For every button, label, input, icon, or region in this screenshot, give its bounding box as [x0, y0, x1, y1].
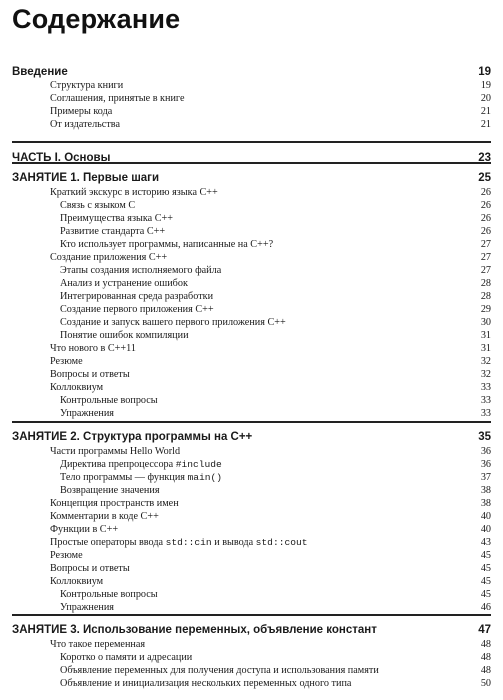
- toc-page-number: 48: [480, 652, 491, 663]
- toc-section-entry[interactable]: [0, 624, 503, 638]
- toc-section-entry[interactable]: [0, 431, 503, 445]
- toc-entry[interactable]: [0, 239, 503, 252]
- section-divider: [12, 141, 491, 143]
- toc-page-number: 26: [480, 213, 491, 224]
- toc-entry-title: Структура книги: [50, 80, 124, 91]
- toc-entry[interactable]: [0, 589, 503, 602]
- toc-entry[interactable]: [0, 265, 503, 278]
- toc-page-number: 26: [480, 200, 491, 211]
- toc-entry-title: Функции в С++: [50, 524, 119, 535]
- toc-entry[interactable]: [0, 213, 503, 226]
- toc-page-number: 43: [480, 537, 491, 548]
- toc-page-number: 31: [480, 330, 491, 341]
- toc-entry-title: Директива препроцессора #include: [60, 459, 222, 470]
- toc-page-number: 36: [480, 446, 491, 457]
- toc-entry[interactable]: [0, 652, 503, 665]
- toc-page-number: 46: [480, 602, 491, 613]
- toc-page-number: 21: [480, 119, 491, 130]
- toc-page-number: 25: [478, 172, 491, 184]
- toc-page-number: 31: [480, 343, 491, 354]
- toc-entry-title: Коротко о памяти и адресации: [60, 652, 193, 663]
- toc-entry[interactable]: [0, 408, 503, 421]
- toc-entry-title: Объявление и инициализация нескольких переменных одного типа: [60, 678, 352, 689]
- toc-entry-title: Развитие стандарта С++: [60, 226, 166, 237]
- toc-entry[interactable]: [0, 459, 503, 472]
- toc-entry[interactable]: [0, 226, 503, 239]
- toc-entry-title: Преимущества языка С++: [60, 213, 174, 224]
- toc-page-number: 37: [480, 472, 491, 483]
- toc-entry-title: Тело программы — функция main(): [60, 472, 223, 483]
- toc-page-number: 32: [480, 356, 491, 367]
- toc-entry[interactable]: [0, 524, 503, 537]
- toc-entry-title: Что такое переменная: [50, 639, 146, 650]
- toc-entry[interactable]: [0, 550, 503, 563]
- toc-entry-title: ЗАНЯТИЕ 3. Использование переменных, объявление констант: [12, 624, 377, 636]
- toc-entry[interactable]: [0, 252, 503, 265]
- toc-entry-title: Интегрированная среда разработки: [60, 291, 214, 302]
- toc-entry-title: Объявление переменных для получения доступа и использования памяти: [60, 665, 379, 676]
- toc-entry-title: ЧАСТЬ I. Основы: [12, 152, 111, 164]
- toc-section-entry[interactable]: [0, 152, 503, 166]
- toc-entry-title: Коллоквиум: [50, 576, 104, 587]
- toc-entry-title: Комментарии в коде С++: [50, 511, 159, 522]
- toc-entry-title: Введение: [12, 66, 68, 78]
- toc-page-number: 48: [480, 639, 491, 650]
- toc-entry[interactable]: [0, 369, 503, 382]
- toc-entry-title: От издательства: [50, 119, 120, 130]
- toc-page-number: 27: [480, 265, 491, 276]
- toc-entry-title: Возвращение значения: [60, 485, 160, 496]
- toc-entry-title: Упражнения: [60, 408, 114, 419]
- toc-page-number: 27: [480, 252, 491, 263]
- toc-page-number: 27: [480, 239, 491, 250]
- toc-entry-title: Создание и запуск вашего первого приложения С++: [60, 317, 286, 328]
- toc-entry-title: Коллоквиум: [50, 382, 104, 393]
- toc-entry-title: Примеры кода: [50, 106, 113, 117]
- toc-page-number: 40: [480, 511, 491, 522]
- toc-entry[interactable]: [0, 639, 503, 652]
- toc-entry[interactable]: [0, 200, 503, 213]
- toc-entry-title: Создание приложения С++: [50, 252, 168, 263]
- toc-entry[interactable]: [0, 119, 503, 132]
- toc-entry-title: Контрольные вопросы: [60, 395, 158, 406]
- toc-entry-title: Контрольные вопросы: [60, 589, 158, 600]
- toc-page-number: 38: [480, 498, 491, 509]
- toc-entry-title: Этапы создания исполняемого файла: [60, 265, 222, 276]
- toc-page-number: 36: [480, 459, 491, 470]
- toc-entry[interactable]: [0, 278, 503, 291]
- toc-page-number: 21: [480, 106, 491, 117]
- toc-page-number: 26: [480, 187, 491, 198]
- toc-entry[interactable]: [0, 291, 503, 304]
- toc-page-number: 28: [480, 278, 491, 289]
- toc-page-number: 33: [480, 395, 491, 406]
- toc-page-number: 20: [480, 93, 491, 104]
- toc-entry[interactable]: [0, 678, 503, 691]
- toc-entry[interactable]: [0, 537, 503, 550]
- toc-page-number: 45: [480, 576, 491, 587]
- toc-page-number: 45: [480, 563, 491, 574]
- toc-entry[interactable]: [0, 472, 503, 485]
- toc-section-entry[interactable]: [0, 172, 503, 186]
- toc-page-number: 23: [478, 152, 491, 164]
- page-title: Содержание: [12, 4, 181, 34]
- toc-entry-title: ЗАНЯТИЕ 2. Структура программы на С++: [12, 431, 253, 443]
- toc-entry[interactable]: [0, 498, 503, 511]
- toc-entry[interactable]: [0, 563, 503, 576]
- toc-entry-title: Вопросы и ответы: [50, 563, 130, 574]
- toc-page-number: 30: [480, 317, 491, 328]
- toc-page-number: 45: [480, 589, 491, 600]
- toc-page-number: 33: [480, 382, 491, 393]
- toc-page-number: 29: [480, 304, 491, 315]
- toc-entry[interactable]: [0, 106, 503, 119]
- toc-page-number: 33: [480, 408, 491, 419]
- toc-page-number: 48: [480, 665, 491, 676]
- toc-entry[interactable]: [0, 93, 503, 106]
- toc-page-number: 26: [480, 226, 491, 237]
- toc-entry[interactable]: [0, 485, 503, 498]
- toc-entry-title: Части программы Hello World: [50, 446, 181, 457]
- toc-entry[interactable]: [0, 395, 503, 408]
- toc-entry[interactable]: [0, 317, 503, 330]
- toc-entry[interactable]: [0, 187, 503, 200]
- toc-entry-title: Что нового в С++11: [50, 343, 136, 354]
- toc-page-number: 38: [480, 485, 491, 496]
- toc-entry-title: Кто использует программы, написанные на С++?: [60, 239, 274, 250]
- toc-entry[interactable]: [0, 356, 503, 369]
- toc-entry-title: Вопросы и ответы: [50, 369, 130, 380]
- toc-entry-title: Резюме: [50, 356, 83, 367]
- toc-entry[interactable]: [0, 382, 503, 395]
- toc-entry[interactable]: [0, 304, 503, 317]
- toc-entry-title: Понятие ошибок компиляции: [60, 330, 189, 341]
- toc-entry-title: Связь с языком С: [60, 200, 136, 211]
- toc-page-number: 32: [480, 369, 491, 380]
- toc-page-number: 45: [480, 550, 491, 561]
- toc-entry[interactable]: [0, 446, 503, 459]
- toc-entry-title: Соглашения, принятые в книге: [50, 93, 185, 104]
- toc-page-number: 35: [478, 431, 491, 443]
- toc-page-number: 40: [480, 524, 491, 535]
- toc-entry-title: Краткий экскурс в историю языка С++: [50, 187, 218, 198]
- toc-entry[interactable]: [0, 511, 503, 524]
- toc-entry-title: Упражнения: [60, 602, 114, 613]
- toc-entry-title: Анализ и устранение ошибок: [60, 278, 188, 289]
- toc-entry-title: Создание первого приложения С++: [60, 304, 214, 315]
- toc-entry[interactable]: [0, 330, 503, 343]
- toc-section-entry[interactable]: [0, 66, 503, 80]
- toc-entry[interactable]: [0, 665, 503, 678]
- toc-entry-title: ЗАНЯТИЕ 1. Первые шаги: [12, 172, 160, 184]
- toc-entry[interactable]: [0, 602, 503, 615]
- toc-entry[interactable]: [0, 576, 503, 589]
- toc-page-number: 47: [478, 624, 491, 636]
- toc-entry-title: Концепция пространств имен: [50, 498, 179, 509]
- section-divider: [12, 421, 491, 423]
- toc-entry[interactable]: [0, 80, 503, 93]
- toc-entry[interactable]: [0, 343, 503, 356]
- toc-page-number: 19: [478, 66, 491, 78]
- toc-page-number: 19: [480, 80, 491, 91]
- toc-page-number: 50: [480, 678, 491, 689]
- toc-entry-title: Простые операторы ввода std::cin и вывода std::cout: [50, 537, 308, 548]
- toc-page-number: 28: [480, 291, 491, 302]
- toc-entry-title: Резюме: [50, 550, 83, 561]
